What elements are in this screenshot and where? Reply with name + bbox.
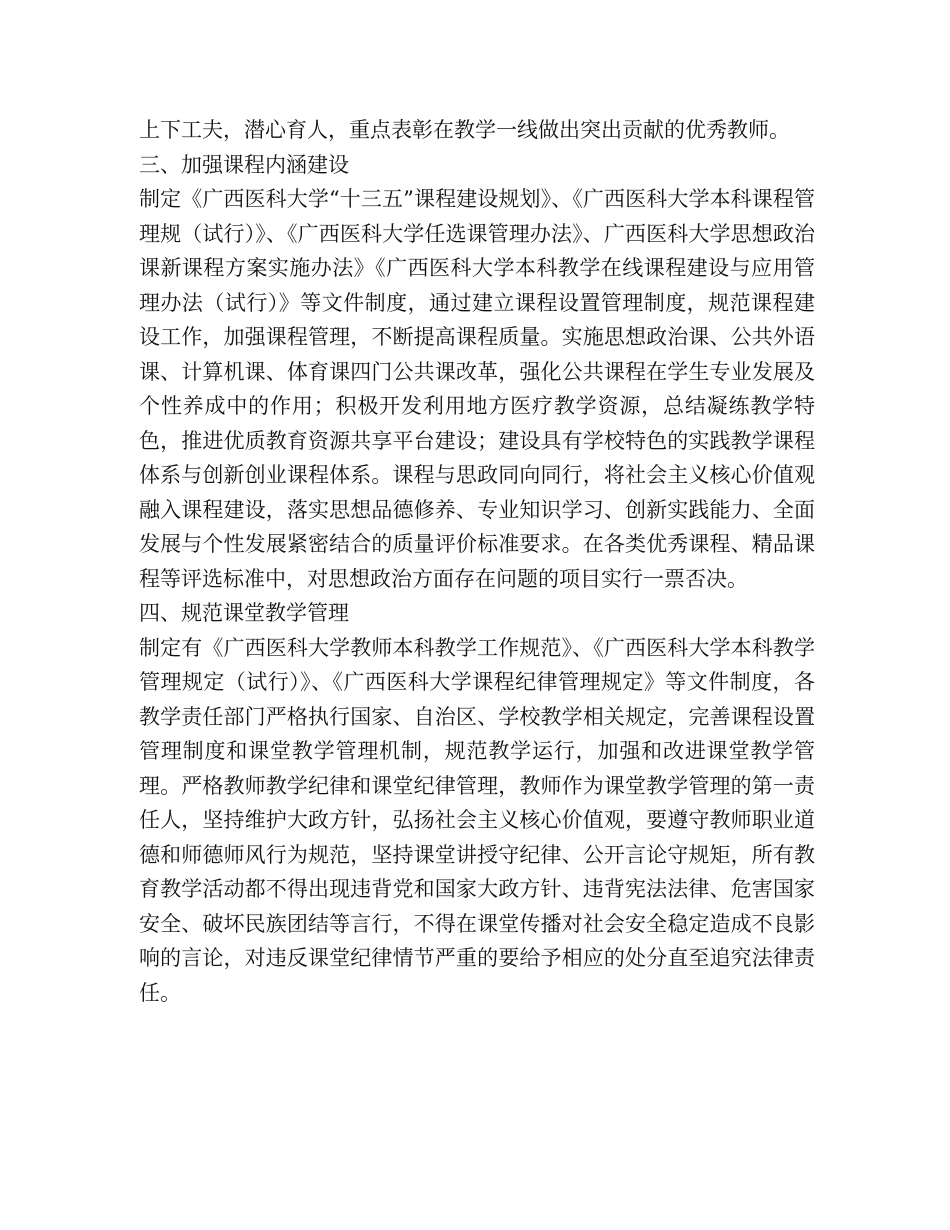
section-heading-4: 四、规范课堂教学管理 bbox=[139, 601, 349, 625]
paragraph-intro: 上下工夫，潜心育人，重点表彰在教学一线做出突出贡献的优秀教师。 bbox=[139, 118, 790, 142]
section-heading-3: 三、加强课程内涵建设 bbox=[139, 152, 349, 177]
paragraph-classroom-management: 制定有《广西医科大学教师本科教学工作规范》、《广西医科大学本科教学管理规定（试行）》、《广西医科大学课程纪律管理规定》等文件制度，各教学责任部门严格执行国家、自治区、学校教学相关规定，完善课程设置管理制度和课堂教学管理机制，规范教学运行，加强和改进课堂教学管理。严格教师教学纪律和课堂纪律管理，教师作为课堂教学管理的第一责任人，坚持维护大政方针，弘扬社会主义核心价值观，要遵守教师职业道德和师德师风行为规范，坚持课堂讲授守纪律、公开言论守规矩，所有教育教学活动都不得出现违背党和国家大政方针、违背宪法法律、危害国家安全、破坏民族团结等言行，不得在课堂传播对社会安全稳定造成不良影响的言论，对违反课堂纪律情节严重的要给予相应的处分直至追究法律责任。 bbox=[139, 635, 815, 1005]
document-page bbox=[139, 113, 815, 1010]
paragraph-course-building: 制定《广西医科大学“十三五”课程建设规划》、《广西医科大学本科课程管理规（试行）》、《广西医科大学任选课管理办法》、广西医科大学思想政治课新课程方案实施办法》《广西医科大学本科教学在线课程建设与应用管理办法（试行）》等文件制度，通过建立课程设置管理制度，规范课程建设工作，加强课程管理，不断提高课程质量。实施思想政治课、公共外语课、计算机课、体育课四门公共课改革，强化公共课程在学生专业发展及个性养成中的作用；积极开发利用地方医疗教学资源，总结凝练教学特色，推进优质教育资源共享平台建设；建设具有学校特色的实践教学课程体系与创新创业课程体系。课程与思政同向同行，将社会主义核心价值观融入课程建设，落实思想品德修养、专业知识学习、创新实践能力、全面发展与个性发展紧密结合的质量评价标准要求。在各类优秀课程、精品课程等评选标准中，对思想政治方面存在问题的项目实行一票否决。 bbox=[139, 187, 815, 591]
